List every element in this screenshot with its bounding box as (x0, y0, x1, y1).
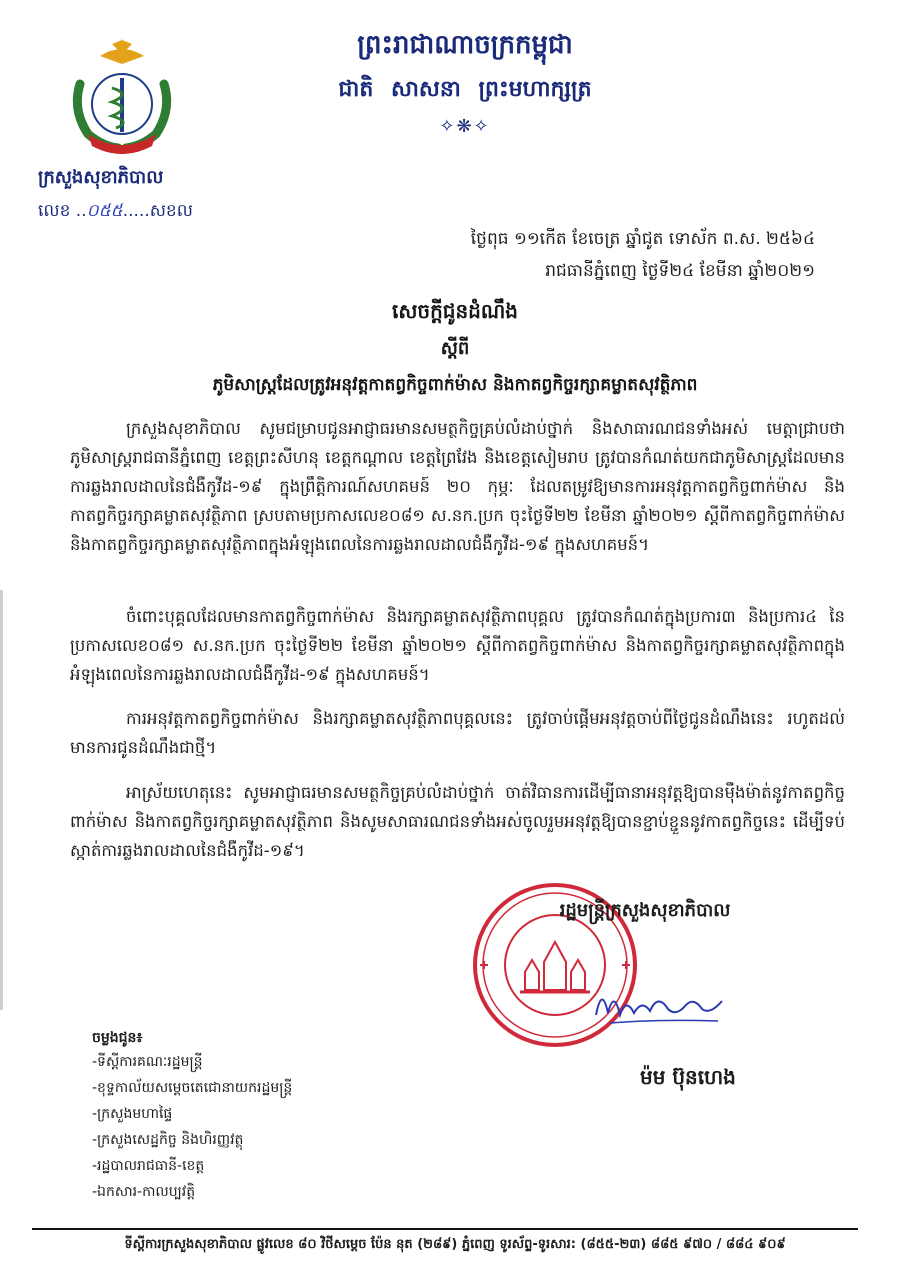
ref-prefix: លេខ (38, 201, 71, 221)
reference-number: លេខ ..០៥៥.....សខល (38, 201, 193, 221)
handwritten-signature (590, 975, 730, 1035)
document-title: សេចក្តីជូនដំណឹង (392, 299, 518, 323)
lunar-date: ថ្ងៃពុធ ១១កើត ខែចេត្រ ឆ្នាំជូត ទោស័ក ព.ស. ២៥៦៤ (470, 229, 815, 249)
kingdom-heading: ព្រះរាជាណាចក្រកម្ពុជា (357, 30, 573, 60)
cc-item: -រដ្ឋបាលរាជធានី-ខេត្ត (92, 1158, 205, 1174)
cc-heading: ចម្លងជូន៖ (92, 1030, 143, 1046)
cc-item: -ក្រសួងសេដ្ឋកិច្ច និងហិរញ្ញវត្ថុ (92, 1132, 244, 1148)
footer-divider (32, 1228, 858, 1230)
ministry-logo (52, 30, 192, 160)
document-subject: ភូមិសាស្ត្រដែលត្រូវអនុវត្តកាតព្វកិច្ចពាក់ម៉ាស និងកាតព្វកិច្ចរក្សាគម្លាតសុវត្ថិភាព (212, 375, 698, 395)
cc-item: -ក្រសួងមហាផ្ទៃ (92, 1106, 173, 1122)
footer-address: ទីស្តីការក្រសួងសុខាភិបាល ផ្លូវលេខ ៨០ វិថីសម្តេច ប៉ែន នុត (២៨៩) ភ្នំពេញ ទូរស័ព្ទ-ទូរសារ: (៨៥៥-២៣) ៨៨៥ ៩៧០ / ៨៨៤ ៩០៩ (124, 1237, 786, 1252)
ministry-name: ក្រសួងសុខាភិបាល (38, 167, 164, 188)
cc-item: -ខុទ្ទកាល័យសម្តេចតេជោនាយករដ្ឋមន្ត្រី (92, 1080, 293, 1096)
cc-item: -ទីស្តីការគណៈរដ្ឋមន្ត្រី (92, 1054, 203, 1070)
paragraph-1: ក្រសួងសុខាភិបាល សូមជម្រាបជូនអាជ្ញាធរមានសមត្ថកិច្ចគ្រប់លំដាប់ថ្នាក់ និងសាធារណជនទាំងអស់ មេត្តាជ្រាបថា ភូមិសាស្ត្ររាជធានីភ្នំពេញ ខេត្តព្រះសីហនុ ខេត្តកណ្តាល ខេត្តព្រៃវែង និងខេត្តសៀមរាប ត្រូវបានកំណត់យកជាភូមិសាស្ត្រដែលមានការឆ្លងរាលដាលនៃជំងឺកូវីដ-១៩ ក្នុងព្រឹត្តិការណ៍សហគមន៍ ២០ កុម្ភៈ ដែលតម្រូវឱ្យមានការអនុវត្តកាតព្វកិច្ចពាក់ម៉ាស និងកាតព្វកិច្ចរក្សាគម្លាតសុវត្ថិភាព ស្របតាមប្រកាសលេខ០៨១ ស.នក.ប្រក ចុះថ្ងៃទី២២ ខែមីនា ឆ្នាំ២០២១ ស្តីពីកាតព្វកិច្ចពាក់ម៉ាស និងកាតព្វកិច្ចរក្សាគម្លាតសុវត្ថិភាពក្នុងអំឡុងពេលនៃការឆ្លងរាលដាលជំងឺកូវីដ-១៩ ក្នុងសហគមន៍។ (70, 419, 845, 554)
signatory-name: ម៉ម ប៊ុនហេង (640, 1065, 736, 1089)
paragraph-2: ចំពោះបុគ្គលដែលមានកាតព្វកិច្ចពាក់ម៉ាស និងរក្សាគម្លាតសុវត្ថិភាពបុគ្គល ត្រូវបានកំណត់ក្នុងប្រការ៣ និងប្រការ៤ នៃប្រកាសលេខ០៨១ ស.នក.ប្រក ចុះថ្ងៃទី២២ ខែមីនា ឆ្នាំ២០២១ ស្តីពីកាតព្វកិច្ចពាក់ម៉ាស និងកាតព្វកិច្ចរក្សាគម្លាតសុវត្ថិភាពក្នុងអំឡុងពេលនៃការឆ្លងរាលដាលជំងឺកូវីដ-១៩ ក្នុងសហគមន៍។ (70, 607, 845, 684)
paragraph-4: អាស្រ័យហេតុនេះ សូមអាជ្ញាធរមានសមត្ថកិច្ចគ្រប់លំដាប់ថ្នាក់ ចាត់វិធានការដើម្បីធានាអនុវត្តឱ្យបានម៉ឺងម៉ាត់នូវកាតព្វកិច្ចពាក់ម៉ាស និងកាតព្វកិច្ចរក្សាគម្លាតសុវត្ថិភាព និងសូមសាធារណជនទាំងអស់ចូលរួមអនុវត្តឱ្យបានខ្ជាប់ខ្ជួននូវកាតព្វកិច្ចនេះ ដើម្បីទប់ស្កាត់ការឆ្លងរាលដាលនៃជំងឺកូវីដ-១៩។ (70, 783, 845, 860)
document-subject-label: ស្តីពី (440, 338, 470, 359)
ref-suffix: សខល (149, 201, 193, 221)
ref-number: ០៥៥ (86, 201, 123, 221)
cc-item: -ឯកសារ-កាលប្បវត្តិ (92, 1184, 196, 1200)
paragraph-3: ការអនុវត្តកាតព្វកិច្ចពាក់ម៉ាស និងរក្សាគម្លាតសុវត្ថិភាពបុគ្គលនេះ ត្រូវចាប់ផ្តើមអនុវត្តចាប់ពីថ្ងៃជូនដំណឹងនេះ រហូតដល់មានការជូនដំណឹងជាថ្មី។ (70, 709, 845, 757)
motto-heading: ជាតិ សាសនា ព្រះមហាក្សត្រ (338, 76, 592, 102)
solar-date: រាជធានីភ្នំពេញ ថ្ងៃទី២៤ ខែមីនា ឆ្នាំ២០២១ (545, 261, 815, 281)
scan-edge-mark (0, 590, 3, 1010)
signatory-title: រដ្ឋមន្ត្រីក្រសួងសុខាភិបាល (559, 900, 731, 921)
ornament-divider: ✧❋✧ (439, 116, 491, 137)
